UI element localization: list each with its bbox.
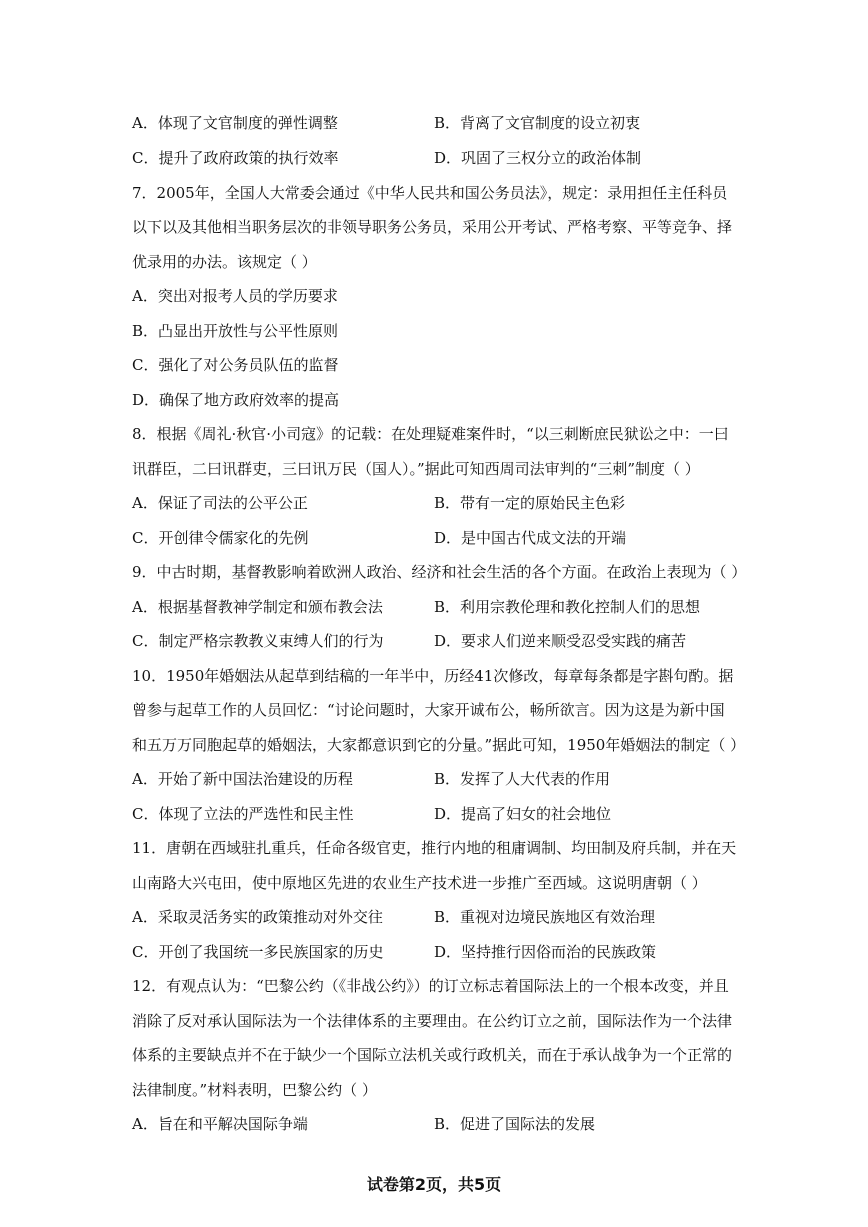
q11-option-a[interactable]: A．采取灵活务实的政策推动对外交往 [132,908,383,926]
q10-option-b[interactable]: B．发挥了人大代表的作用 [434,770,611,788]
q8-option-row-1 [132,493,742,513]
q6-option-d[interactable]: D．巩固了三权分立的政治体制 [434,149,642,167]
q7-stem-line-1: 7．2005年，全国人大常委会通过《中华人民共和国公务员法》，规定：录用担任主任科员 [132,184,728,202]
q8-option-c[interactable]: C．开创律令儒家化的先例 [132,529,309,547]
q8-option-d[interactable]: D．是中国古代成文法的开端 [434,529,627,547]
q7-option-d[interactable]: D．确保了地方政府效率的提高 [132,391,340,409]
q10-option-row-1 [132,769,742,789]
q11-option-row-1 [132,907,742,927]
q8-stem-line-1: 8．根据《周礼·秋官·小司寇》的记载：在处理疑难案件时，“以三刺断庶民狱讼之中：一曰 [132,425,729,443]
q9-option-row-1 [132,597,742,617]
q10-stem-line-1: 10．1950年婚姻法从起草到结稿的一年半中，历经41次修改，每章每条都是字斟句酌。据 [132,667,734,685]
q12-stem-line-4: 法律制度。”材料表明，巴黎公约（ ） [132,1081,377,1099]
q7-stem-line-3: 优录用的办法。该规定（ ） [132,253,317,271]
q7-option-a[interactable]: A．突出对报考人员的学历要求 [132,287,338,305]
q11-option-c[interactable]: C．开创了我国统一多民族国家的历史 [132,943,384,961]
page-footer: 试卷第2页，共5页 [366,1175,502,1194]
q11-option-b[interactable]: B．重视对边境民族地区有效治理 [434,908,656,926]
q7-option-c[interactable]: C．强化了对公务员队伍的监督 [132,356,339,374]
q12-option-row-1 [132,1114,742,1134]
q12-option-a[interactable]: A．旨在和平解决国际争端 [132,1115,308,1133]
q12-stem-line-2: 消除了反对承认国际法为一个法律体系的主要理由。在公约订立之前，国际法作为一个法律 [132,1012,733,1030]
q10-option-row-2 [132,804,742,824]
q12-option-b[interactable]: B．促进了国际法的发展 [434,1115,596,1133]
q6-option-b[interactable]: B．背离了文官制度的设立初衷 [434,114,641,132]
q6-option-c[interactable]: C．提升了政府政策的执行效率 [132,149,339,167]
q9-option-d[interactable]: D．要求人们逆来顺受忍受实践的痛苦 [434,632,687,650]
q12-stem-line-3: 体系的主要缺点并不在于缺少一个国际立法机关或行政机关，而在于承认战争为一个正常的 [132,1046,733,1064]
q8-option-row-2 [132,528,742,548]
q11-stem-line-2: 山南路大兴屯田，使中原地区先进的农业生产技术进一步推广至西域。这说明唐朝（ ） [132,874,707,892]
q6-option-a[interactable]: A．体现了文官制度的弹性调整 [132,114,338,132]
q7-stem-line-2: 以下以及其他相当职务层次的非领导职务公务员，采用公开考试、严格考察、平等竞争、择 [132,218,733,236]
q9-option-b[interactable]: B．利用宗教伦理和教化控制人们的思想 [434,598,701,616]
q9-option-a[interactable]: A．根据基督教神学制定和颁布教会法 [132,598,383,616]
q11-option-row-2 [132,942,742,962]
q8-stem-line-2: 讯群臣，二曰讯群吏，三曰讯万民（国人）。”据此可知西周司法审判的“三刺”制度（ ） [132,460,700,478]
q10-stem-line-2: 曾参与起草工作的人员回忆：“讨论问题时，大家开诚布公，畅所欲言。因为这是为新中国 [132,701,725,719]
q6-option-row-1 [132,113,742,133]
q12-stem-line-1: 12．有观点认为：“巴黎公约（《非战公约》）的订立标志着国际法上的一个根本改变，并且 [132,977,729,995]
q8-option-b[interactable]: B．带有一定的原始民主色彩 [434,494,626,512]
q10-option-a[interactable]: A．开始了新中国法治建设的历程 [132,770,353,788]
q9-option-row-2 [132,631,742,651]
q9-stem-line-1: 9．中古时期，基督教影响着欧洲人政治、经济和社会生活的各个方面。在政治上表现为（ ） [132,563,747,581]
q10-option-d[interactable]: D．提高了妇女的社会地位 [434,805,612,823]
q6-option-row-2 [132,148,742,168]
q10-stem-line-3: 和五万万同胞起草的婚姻法，大家都意识到它的分量。”据此可知，1950年婚姻法的制定（ ） [132,736,746,754]
q9-option-c[interactable]: C．制定严格宗教教义束缚人们的行为 [132,632,384,650]
q7-option-b[interactable]: B．凸显出开放性与公平性原则 [132,322,339,340]
q11-option-d[interactable]: D．坚持推行因俗而治的民族政策 [434,943,657,961]
q8-option-a[interactable]: A．保证了司法的公平公正 [132,494,308,512]
q11-stem-line-1: 11．唐朝在西域驻扎重兵，任命各级官吏，推行内地的租庸调制、均田制及府兵制，并在天 [132,839,737,857]
q10-option-c[interactable]: C．体现了立法的严选性和民主性 [132,805,354,823]
